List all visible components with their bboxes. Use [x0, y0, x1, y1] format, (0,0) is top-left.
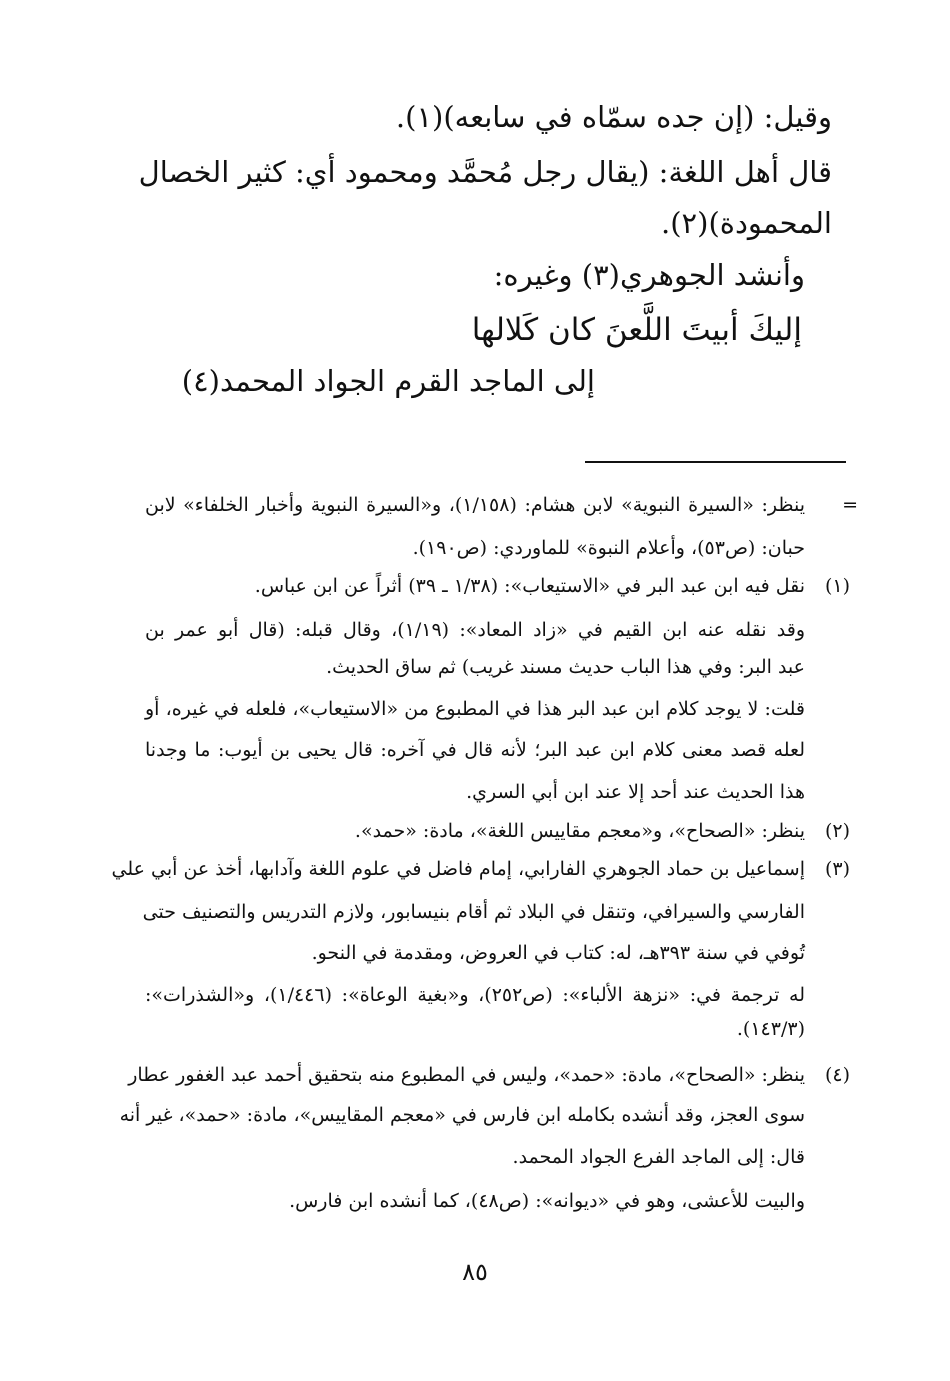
footnote-1-line-3: عبد البر: وفي هذا الباب حديث مسند غريب) ثم ساق الحديث. — [326, 656, 805, 678]
footnote-3-line-5: (١٤٣/٣). — [736, 1018, 805, 1040]
footnote-2-line-1: ينظر: «الصحاح»، و«معجم مقاييس اللغة»، مادة: «حمد». — [354, 820, 805, 842]
footnote-1-line-5: لعله قصد معنى كلام ابن عبد البر؛ لأنه قال في آخره: قال يحيى بن أيوب: ما وجدنا — [145, 739, 805, 761]
footnote-3-line-2: الفارسي والسيرافي، وتنقل في البلاد ثم أقام بنيسابور، ولازم التدريس والتصنيف حتى — [142, 901, 805, 923]
footnote-3-line-4: له ترجمة في: «نزهة الألباء»: (ص٢٥٢)، و«بغية الوعاة»: (١/٤٤٦)، و«الشذرات»: — [145, 984, 805, 1006]
footnote-continuation-marker: = — [842, 494, 858, 516]
footnote-2-number: (٢) — [824, 820, 850, 842]
footnote-4-line-4: والبيت للأعشى، وهو في «ديوانه»: (ص٤٨)، كما أنشده ابن فارس. — [289, 1190, 805, 1212]
main-line-2: قال أهل اللغة: (يقال رجل مُحمَّد ومحمود أي: كثير الخصال — [138, 155, 832, 189]
footnote-1-number: (١) — [824, 575, 850, 597]
footnote-4-line-2: سوى العجز، وقد أنشده بكامله ابن فارس في «معجم المقاييس»، مادة: «حمد»، غير أنه — [119, 1104, 805, 1126]
footnote-cont-line-2: حبان: (ص٥٣)، وأعلام النبوة» للماوردي: (ص١٩٠). — [412, 537, 805, 559]
footnote-1-line-1: نقل فيه ابن عبد البر في «الاستيعاب»: (١/٣٨ ـ ٣٩) أثراً عن ابن عباس. — [254, 575, 805, 597]
footnote-1-line-4: قلت: لا يوجد كلام ابن عبد البر هذا في المطبوع من «الاستيعاب»، فلعله في غيره، أو — [145, 698, 805, 720]
footnote-3-number: (٣) — [824, 858, 850, 880]
main-line-1: وقيل: (إن جده سمّاه في سابعه)(١). — [395, 100, 832, 134]
footnote-4-line-3: قال: إلى الماجد الفرع الجواد المحمد. — [512, 1146, 805, 1168]
verse-line-2: إلى الماجد القرم الجواد المحمد(٤) — [181, 364, 595, 398]
footnote-3-line-1: إسماعيل بن حماد الجوهري الفارابي، إمام فاضل في علوم اللغة وآدابها، أخذ عن أبي علي — [111, 858, 805, 880]
footnote-1-line-6: هذا الحديث عند أحد إلا عند ابن أبي السري. — [466, 781, 805, 803]
footnote-3-line-3: تُوفي في سنة ٣٩٣هـ، له: كتاب في العروض، ومقدمة في النحو. — [311, 942, 805, 964]
footnote-cont-line-1: ينظر: «السيرة النبوية» لابن هشام: (١/١٥٨)، و«السيرة النبوية وأخبار الخلفاء» لابن — [145, 494, 805, 516]
page-number: ٨٥ — [462, 1258, 488, 1286]
footnote-divider — [585, 461, 846, 463]
main-line-4: وأنشد الجوهري(٣) وغيره: — [493, 258, 805, 292]
main-line-3: المحمودة)(٢). — [661, 206, 832, 240]
footnote-4-number: (٤) — [824, 1064, 850, 1086]
footnote-1-line-2: وقد نقله عنه ابن القيم في «زاد المعاد»: (١/١٩)، وقال قبله: (قال أبو عمر بن — [145, 619, 806, 641]
verse-line-1: إليكَ أبيتَ اللَّعنَ كان كَلالها — [471, 312, 802, 348]
footnote-4-line-1: ينظر: «الصحاح»، مادة: «حمد»، وليس في المطبوع منه بتحقيق أحمد عبد الغفور عطار — [128, 1064, 805, 1086]
